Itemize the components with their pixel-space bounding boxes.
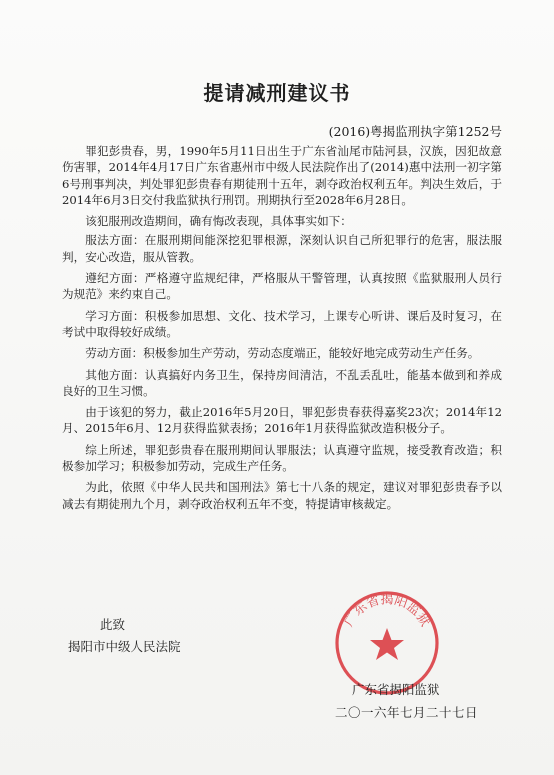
paragraph-proposal: 为此，依照《中华人民共和国刑法》第七十八条的规定，建议对罪犯彭贵春予以减去有期徒刑九个月，剥夺政治权利五年不变，特提请审核裁定。 [62, 480, 502, 511]
paragraph-rewards: 由于该犯的努力，截止2016年5月20日，罪犯彭贵春获得嘉奖23次；2014年12月、2015年6月、12月获得监狱表扬；2016年1月获得监狱改造积极分子。 [62, 405, 502, 436]
paragraph-discipline: 遵纪方面：严格遵守监规纪律，严格服从干警管理，认真按照《监狱服刑人员行为规范》来约束自己。 [62, 271, 502, 302]
paragraph-intro: 该犯服刑改造期间，确有悔改表现，具体事实如下： [85, 214, 352, 229]
signing-organization: 广东省揭阳监狱 [352, 682, 440, 697]
paragraph-other: 其他方面：认真搞好内务卫生，保持房间清洁，不乱丢乱吐，能基本做到和养成良好的卫生习惯。 [62, 367, 502, 398]
paragraph-criminal-info: 罪犯彭贵春，男，1990年5月11日出生于广东省汕尾市陆河县，汉族，因犯故意伤害罪，2014年4月17日广东省惠州市中级人民法院作出了(2014)惠中法刑一初字第6号刑事判决，判处罪犯彭贵春有期徒刑十五年，剥夺政治权利五年。判决生效后，于2014年6月3日交付我监狱执行刑罚。刑期执行至2028年6月28日。 [62, 144, 502, 207]
seal-text: 广东省揭阳监狱 [341, 592, 433, 630]
recipient-court: 揭阳市中级人民法院 [68, 639, 181, 654]
closing-salutation: 此致 [100, 617, 126, 632]
document-body [62, 143, 502, 517]
paragraph-study: 学习方面：积极参加思想、文化、技术学习，上课专心听讲、课后及时复习，在考试中取得较好成绩。 [62, 308, 502, 339]
document-date: 二〇一六年七月二十七日 [335, 705, 479, 720]
paragraph-obedience: 服法方面：在服刑期间能深挖犯罪根源，深刻认识自己所犯罪行的危害，服法服判，安心改造，服从管教。 [62, 233, 502, 264]
paragraph-summary: 综上所述，罪犯彭贵春在服刑期间认罪服法；认真遵守监规，接受教育改造；积极参加学习；积极参加劳动，完成生产任务。 [62, 442, 502, 474]
document-title: 提请减刑建议书 [203, 81, 351, 105]
document-number: (2016)粤揭监刑执字第1252号 [328, 124, 502, 139]
seal-star-icon [370, 628, 404, 660]
paragraph-labor: 劳动方面：积极参加生产劳动，劳动态度端正，能较好地完成劳动生产任务。 [85, 346, 480, 361]
